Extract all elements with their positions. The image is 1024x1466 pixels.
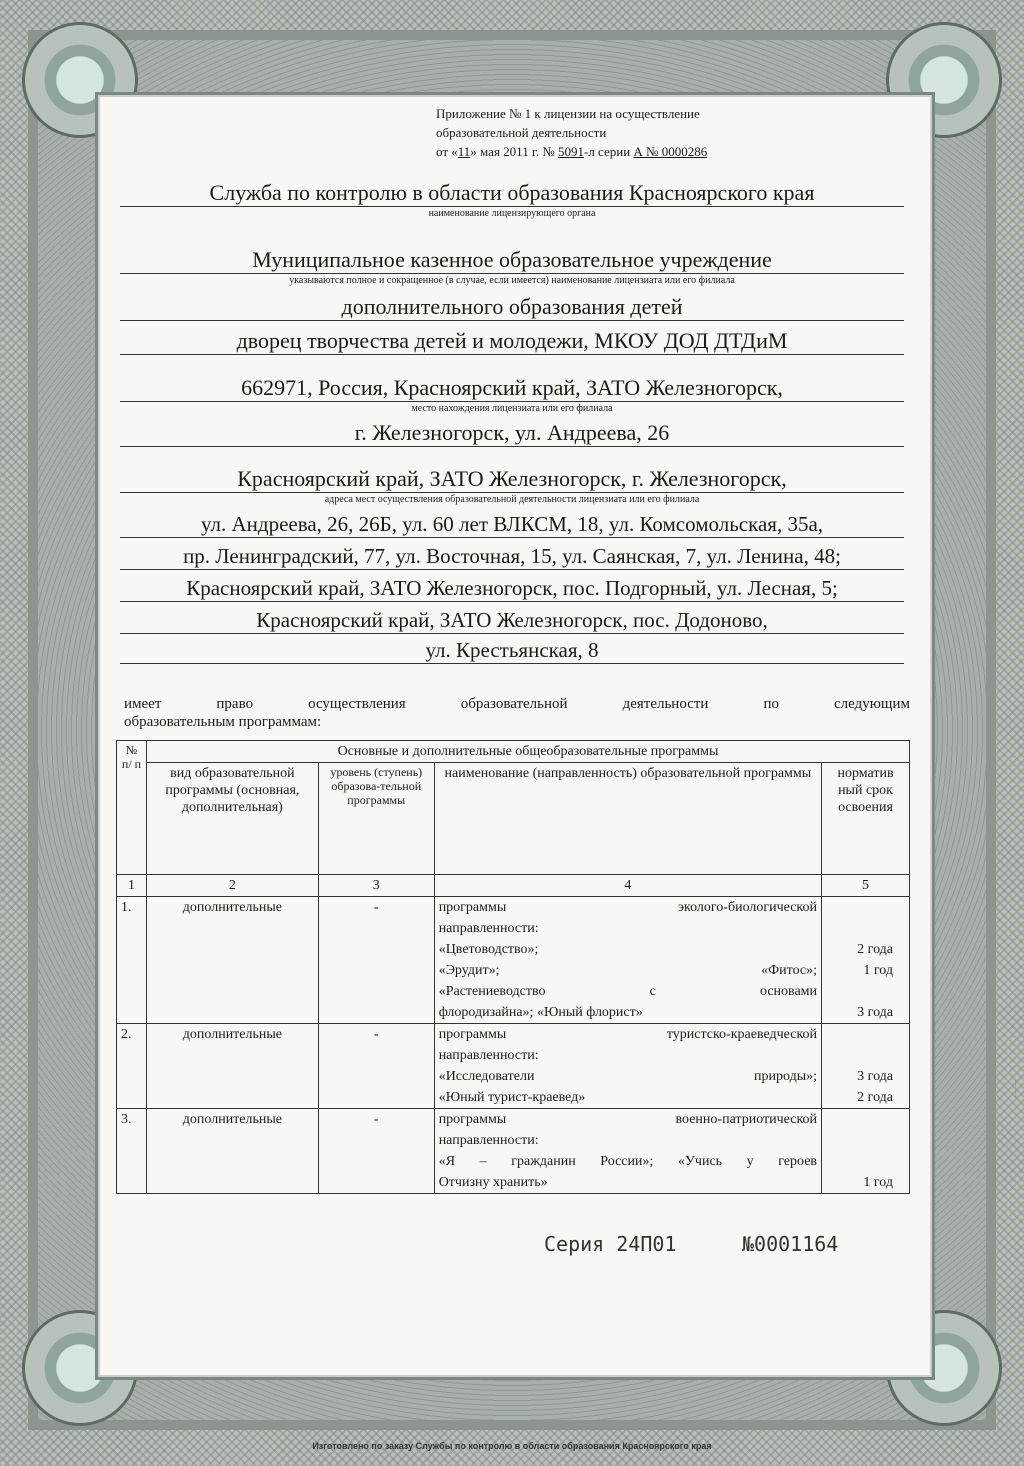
- index-cell: 3: [318, 875, 434, 897]
- cell-duration: [822, 1045, 910, 1066]
- authority-name: Служба по контролю в области образования Красноярского края: [120, 180, 904, 207]
- licensee-line-1: Муниципальное казенное образовательное учреждение: [120, 247, 904, 274]
- printer-side-note: ·········: [1012, 1080, 1018, 1098]
- cell-duration: 2 года: [822, 1087, 910, 1109]
- address-line-1: Красноярский край, ЗАТО Железногорск, г. Железногорск,: [120, 466, 904, 493]
- cell-program-line: «Эрудит»; «Фитос»;: [434, 960, 821, 981]
- table-row: [117, 1024, 910, 1046]
- location-caption: место нахождения лицензиата или его филиала: [411, 403, 613, 414]
- authority-caption: наименование лицензирующего органа: [428, 208, 596, 219]
- col-level-header: уровень (ступень) образова-тельной программы: [318, 763, 434, 875]
- group-header: Основные и дополнительные общеобразовательные программы: [146, 741, 909, 763]
- bottom-note: Изготовлено по заказу Службы по контролю в области образования Красноярского края: [312, 1441, 712, 1451]
- address-line-4: Красноярский край, ЗАТО Железногорск, пос. Подгорный, ул. Лесная, 5;: [120, 576, 904, 602]
- cell-program-line: направленности:: [434, 1045, 821, 1066]
- cell-duration: [822, 1151, 910, 1172]
- cell-program-line: Отчизну хранить»: [434, 1172, 821, 1194]
- table-index-row: [117, 875, 910, 897]
- cell-duration: [822, 918, 910, 939]
- cell-duration: [822, 1024, 910, 1046]
- cell-duration: [822, 1130, 910, 1151]
- cell-level: -: [318, 1109, 434, 1194]
- col-term-header: норматив ный срок освоения: [822, 763, 910, 875]
- addresses-caption: адреса мест осуществления образовательной деятельности лицензиата или его филиала: [324, 494, 700, 505]
- index-cell: 2: [146, 875, 318, 897]
- index-cell: 4: [434, 875, 821, 897]
- cell-duration: [822, 981, 910, 1002]
- annex-day: 11: [457, 144, 471, 159]
- cell-program-line: направленности:: [434, 918, 821, 939]
- cell-program-line: программы военно-патриотической: [434, 1109, 821, 1131]
- annex-header: [436, 104, 707, 161]
- intro-line-1: имеет право осуществления образовательной деятельности по следующим: [124, 696, 910, 712]
- table-body: [117, 897, 910, 1194]
- table-subheader-row: [117, 763, 910, 875]
- cell-duration: 1 год: [822, 960, 910, 981]
- location-line-2: г. Железногорск, ул. Андреева, 26: [120, 420, 904, 447]
- table-header-row: [117, 741, 910, 763]
- cell-num: 2.: [117, 1024, 147, 1109]
- location-line-1: 662971, Россия, Красноярский край, ЗАТО Железногорск,: [120, 375, 904, 402]
- cell-program-line: программы туристско-краеведческой: [434, 1024, 821, 1046]
- cell-duration: 1 год: [822, 1172, 910, 1194]
- cell-kind: дополнительные: [146, 1024, 318, 1109]
- cell-program-line: «Растениеводство с основами: [434, 981, 821, 1002]
- cell-kind: дополнительные: [146, 1109, 318, 1194]
- cell-level: -: [318, 1024, 434, 1109]
- address-line-3: пр. Ленинградский, 77, ул. Восточная, 15, ул. Саянская, 7, ул. Ленина, 48;: [120, 544, 904, 570]
- col-num-header: № п/ п: [117, 741, 147, 875]
- address-line-5: Красноярский край, ЗАТО Железногорск, пос. Додоново,: [120, 608, 904, 634]
- address-line-6: ул. Крестьянская, 8: [120, 638, 904, 664]
- cell-program-line: программы эколого-биологической: [434, 897, 821, 919]
- address-line-2: ул. Андреева, 26, 26Б, ул. 60 лет ВЛКСМ, 18, ул. Комсомольская, 35а,: [120, 512, 904, 538]
- programs-table: [116, 740, 910, 1194]
- col-name-header: наименование (направленность) образовательной программы: [434, 763, 821, 875]
- cell-program-line: «Юный турист-краевед»: [434, 1087, 821, 1109]
- licensee-caption: указываются полное и сокращенное (в случае, если имеется) наименование лицензиата или его филиала: [289, 275, 735, 286]
- form-number: №0001164: [742, 1232, 839, 1256]
- cell-program-line: «Я – гражданин России»; «Учись у героев: [434, 1151, 821, 1172]
- cell-duration: [822, 1109, 910, 1131]
- cell-program-line: флородизайна»; «Юный флорист»: [434, 1002, 821, 1024]
- form-series: Серия 24П01: [544, 1232, 677, 1256]
- cell-program-line: «Исследователи природы»;: [434, 1066, 821, 1087]
- annex-series: А № 0000286: [633, 144, 708, 159]
- table-row: [117, 897, 910, 919]
- cell-num: 1.: [117, 897, 147, 1024]
- cell-program-line: направленности:: [434, 1130, 821, 1151]
- cell-kind: дополнительные: [146, 897, 318, 1024]
- annex-line-1: Приложение № 1 к лицензии на осуществление: [436, 106, 700, 121]
- index-cell: 5: [822, 875, 910, 897]
- col-kind-header: вид образовательной программы (основная, дополнительная): [146, 763, 318, 875]
- cell-duration: 2 года: [822, 939, 910, 960]
- annex-line-3: от «11» мая 2011 г. № 5091-л серии А № 0000286: [436, 144, 708, 159]
- licensee-line-2: дополнительного образования детей: [120, 294, 904, 321]
- index-cell: 1: [117, 875, 147, 897]
- cell-num: 3.: [117, 1109, 147, 1194]
- annex-line-2: образовательной деятельности: [436, 125, 607, 140]
- annex-number: 5091: [557, 144, 584, 159]
- table-row: [117, 1109, 910, 1131]
- cell-duration: [822, 897, 910, 919]
- cell-duration: 3 года: [822, 1066, 910, 1087]
- cell-duration: 3 года: [822, 1002, 910, 1024]
- licensee-line-3: дворец творчества детей и молодежи, МКОУ ДОД ДТДиМ: [120, 328, 904, 355]
- intro-line-2: образовательным программам:: [124, 714, 322, 730]
- cell-level: -: [318, 897, 434, 1024]
- cell-program-line: «Цветоводство»;: [434, 939, 821, 960]
